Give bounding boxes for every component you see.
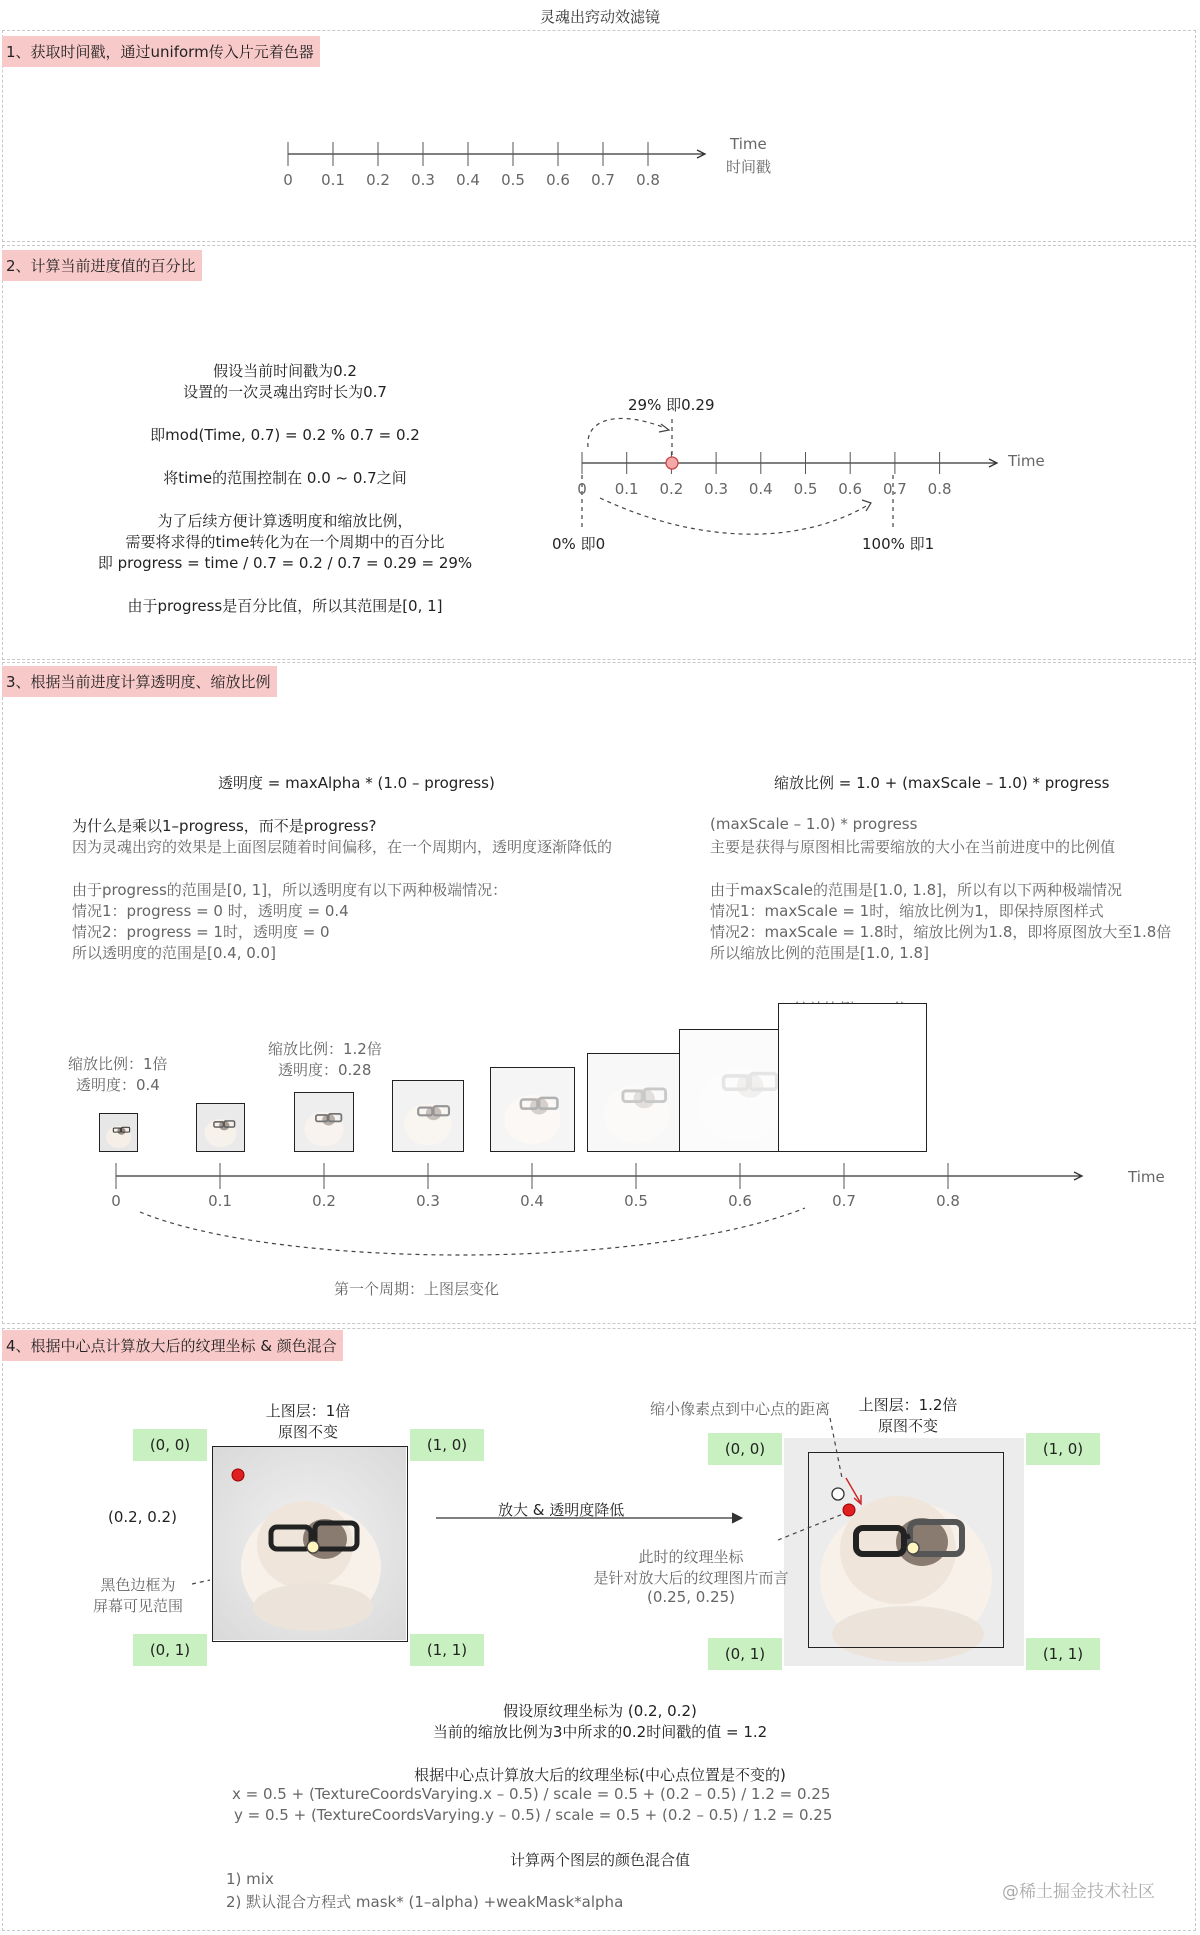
watermark: @稀土掘金技术社区 — [1002, 1882, 1155, 1902]
s4-formula-y: y = 0.5 + (TextureCoordsVarying.y – 0.5) / scale = 0.5 + (0.2 – 0.5) / 1.2 = 0.25 — [234, 1806, 833, 1824]
s4-distance-label: 缩小像素点到中心点的距离 — [650, 1400, 831, 1418]
s4-right-red-point — [843, 1504, 855, 1516]
s2-tick-label: 0.8 — [927, 480, 952, 498]
s1-tick-label: 0.6 — [546, 171, 570, 189]
s3-annot-scale-12x: 缩放比例：1.2倍 — [268, 1040, 382, 1058]
s3-alpha-case-0: 由于progress的范围是[0, 1]，所以透明度有以下两种极端情况： — [72, 881, 508, 899]
s4-tex-note-1: 此时的纹理坐标 — [638, 1548, 744, 1566]
s2-line-6: 需要将求得的time转化为在一个周期中的百分比 — [125, 533, 445, 551]
s3-scale-line1: (maxScale – 1.0) * progress — [710, 815, 918, 833]
s4-left-title-1: 上图层：1倍 — [265, 1402, 351, 1420]
s4-frame-note-1: 黑色边框为 — [100, 1576, 176, 1594]
s2-tick-label: 0.7 — [882, 480, 907, 498]
s4-left-title-2: 原图不变 — [277, 1423, 338, 1441]
s2-line-8: 由于progress是百分比值，所以其范围是[0, 1] — [127, 597, 443, 615]
s3-tick-label: 0.5 — [624, 1192, 648, 1210]
s1-tick-label: 0.4 — [456, 171, 480, 189]
s3-scale-case-1: 情况1：maxScale = 1时，缩放比例为1，即保持原图样式 — [710, 902, 1104, 920]
s3-annot-alpha-028: 透明度：0.28 — [278, 1061, 372, 1079]
s1-tick-label: 0.7 — [591, 171, 615, 189]
s4-tex-note-3: (0.25, 0.25) — [646, 1588, 736, 1606]
s3-scale-case-0: 由于maxScale的范围是[1.0, 1.8]，所以有以下两种极端情况 — [710, 881, 1122, 899]
s4-right-corner-bl: (0, 1) — [708, 1638, 782, 1670]
s3-tick-label: 0.4 — [520, 1192, 544, 1210]
s2-tick-label: 0.1 — [614, 480, 639, 498]
s3-axis-label: Time — [1128, 1168, 1165, 1186]
s3-alpha-explain: 因为灵魂出窍的效果是上面图层随着时间偏移，在一个周期内，透明度逐渐降低的 — [72, 838, 613, 856]
s4-assume-2: 当前的缩放比例为3中所求的0.2时间戳的值 = 1.2 — [432, 1723, 768, 1741]
section-1-label: 1、获取时间戳，通过uniform传入片元着色器 — [2, 36, 320, 67]
s4-formula-title: 根据中心点计算放大后的纹理坐标(中心点位置是不变的) — [414, 1766, 786, 1784]
section-1-axis-label-timestamp: 时间戳 — [726, 158, 772, 176]
s2-tick-label: 0.2 — [659, 480, 684, 498]
s3-alpha-heading: 透明度 = maxAlpha * (1.0 – progress) — [218, 774, 495, 792]
s2-line-3: 即mod(Time, 0.7) = 0.2 % 0.7 = 0.2 — [150, 426, 420, 444]
s4-right-title-1: 上图层：1.2倍 — [858, 1396, 958, 1414]
s4-blend-2: 2) 默认混合方程式 mask* (1–alpha) +weakMask*alpha — [226, 1893, 624, 1911]
section-2-label: 2、计算当前进度值的百分比 — [2, 250, 202, 281]
s3-scale-line2: 主要是获得与原图相比需要缩放的大小在当前进度中的比例值 — [710, 838, 1116, 856]
s3-scale-case-2: 情况2：maxScale = 1.8时，缩放比例为1.8，即将原图放大至1.8倍 — [710, 923, 1172, 941]
s4-tex-note-2: 是针对放大后的纹理图片而言 — [593, 1569, 789, 1587]
s2-line-5: 为了后续方便计算透明度和缩放比例， — [157, 512, 413, 530]
s3-cycle-label: 第一个周期：上图层变化 — [334, 1280, 500, 1298]
s2-tick-label: 0.3 — [704, 480, 729, 498]
s4-point-label: (0.2, 0.2) — [108, 1508, 177, 1526]
s2-marker-label: 29% 即0.29 — [628, 396, 715, 414]
s1-tick-label: 0.1 — [321, 171, 345, 189]
s1-tick-label: 0.5 — [501, 171, 525, 189]
s3-alpha-case-2: 情况2：progress = 1时，透明度 = 0 — [72, 923, 330, 941]
s3-tick-label: 0.8 — [936, 1192, 960, 1210]
s4-blend-title: 计算两个图层的颜色混合值 — [509, 1851, 690, 1869]
section-1-axis-label-time: Time — [730, 135, 767, 153]
s4-right-corner-tl: (0, 0) — [708, 1433, 782, 1465]
s4-blend-1: 1) mix — [226, 1870, 274, 1888]
s4-left-corner-tl: (0, 0) — [133, 1429, 207, 1461]
s4-arrow-label: 放大 & 透明度降低 — [498, 1501, 625, 1519]
s4-assume-1: 假设原纹理坐标为 (0.2, 0.2) — [503, 1702, 697, 1720]
s3-tick-label: 0.1 — [208, 1192, 232, 1210]
s2-line-4: 将time的范围控制在 0.0 ~ 0.7之间 — [163, 469, 407, 487]
s3-tick-label: 0.2 — [312, 1192, 336, 1210]
page-title: 灵魂出窍动效滤镜 — [539, 8, 660, 26]
s2-tick-label: 0.6 — [838, 480, 863, 498]
s1-tick-label: 0 — [283, 171, 293, 189]
s3-annot-alpha-04: 透明度：0.4 — [76, 1076, 160, 1094]
s3-annot-scale-1x: 缩放比例：1倍 — [68, 1055, 168, 1073]
s4-right-center-point — [907, 1542, 919, 1554]
s3-tick-label: 0 — [111, 1192, 121, 1210]
s2-tick-label: 0.5 — [793, 480, 818, 498]
section-3-label: 3、根据当前进度计算透明度、缩放比例 — [2, 666, 277, 697]
s4-distance-arrow — [846, 1478, 860, 1502]
s3-alpha-case-1: 情况1：progress = 0 时，透明度 = 0.4 — [72, 902, 349, 920]
s2-line-7: 即 progress = time / 0.7 = 0.2 / 0.7 = 0.29 = 29% — [97, 554, 473, 572]
s2-line-2: 设置的一次灵魂出窍时长为0.7 — [183, 383, 387, 401]
s4-right-title-2: 原图不变 — [877, 1417, 938, 1435]
s2-end-label: 100% 即1 — [862, 535, 935, 553]
s4-left-corner-br: (1, 1) — [410, 1634, 484, 1666]
s4-right-corner-tr: (1, 0) — [1026, 1433, 1100, 1465]
s4-formula-x: x = 0.5 + (TextureCoordsVarying.x – 0.5) / scale = 0.5 + (0.2 – 0.5) / 1.2 = 0.25 — [232, 1785, 831, 1803]
s3-tick-label: 0.7 — [832, 1192, 856, 1210]
s2-tick-label: 0 — [577, 480, 587, 498]
s2-axis-label: Time — [1008, 452, 1045, 470]
s4-right-corner-br: (1, 1) — [1026, 1638, 1100, 1670]
s2-line-1: 假设当前时间戳为0.2 — [213, 362, 357, 380]
s4-left-corner-tr: (1, 0) — [410, 1429, 484, 1461]
s1-tick-label: 0.2 — [366, 171, 390, 189]
s4-distance-pointer — [830, 1418, 842, 1478]
s3-tick-label: 0.6 — [728, 1192, 752, 1210]
s3-tick-label: 0.3 — [416, 1192, 440, 1210]
s3-scale-case-3: 所以缩放比例的范围是[1.0, 1.8] — [710, 944, 929, 962]
s4-left-corner-bl: (0, 1) — [133, 1634, 207, 1666]
section-4-label: 4、根据中心点计算放大后的纹理坐标 & 颜色混合 — [2, 1330, 343, 1361]
s3-scale-heading: 缩放比例 = 1.0 + (maxScale – 1.0) * progress — [774, 774, 1110, 792]
s1-tick-label: 0.8 — [636, 171, 660, 189]
s4-tex-note-pointer — [778, 1514, 843, 1540]
s3-alpha-question: 为什么是乘以1–progress，而不是progress? — [72, 817, 377, 835]
s2-start-label: 0% 即0 — [552, 535, 606, 553]
s4-frame-note-2: 屏幕可见范围 — [92, 1597, 183, 1615]
s1-tick-label: 0.3 — [411, 171, 435, 189]
s4-right-original-point — [832, 1488, 844, 1500]
s3-alpha-case-3: 所以透明度的范围是[0.4, 0.0] — [72, 944, 276, 962]
s2-tick-label: 0.4 — [748, 480, 773, 498]
